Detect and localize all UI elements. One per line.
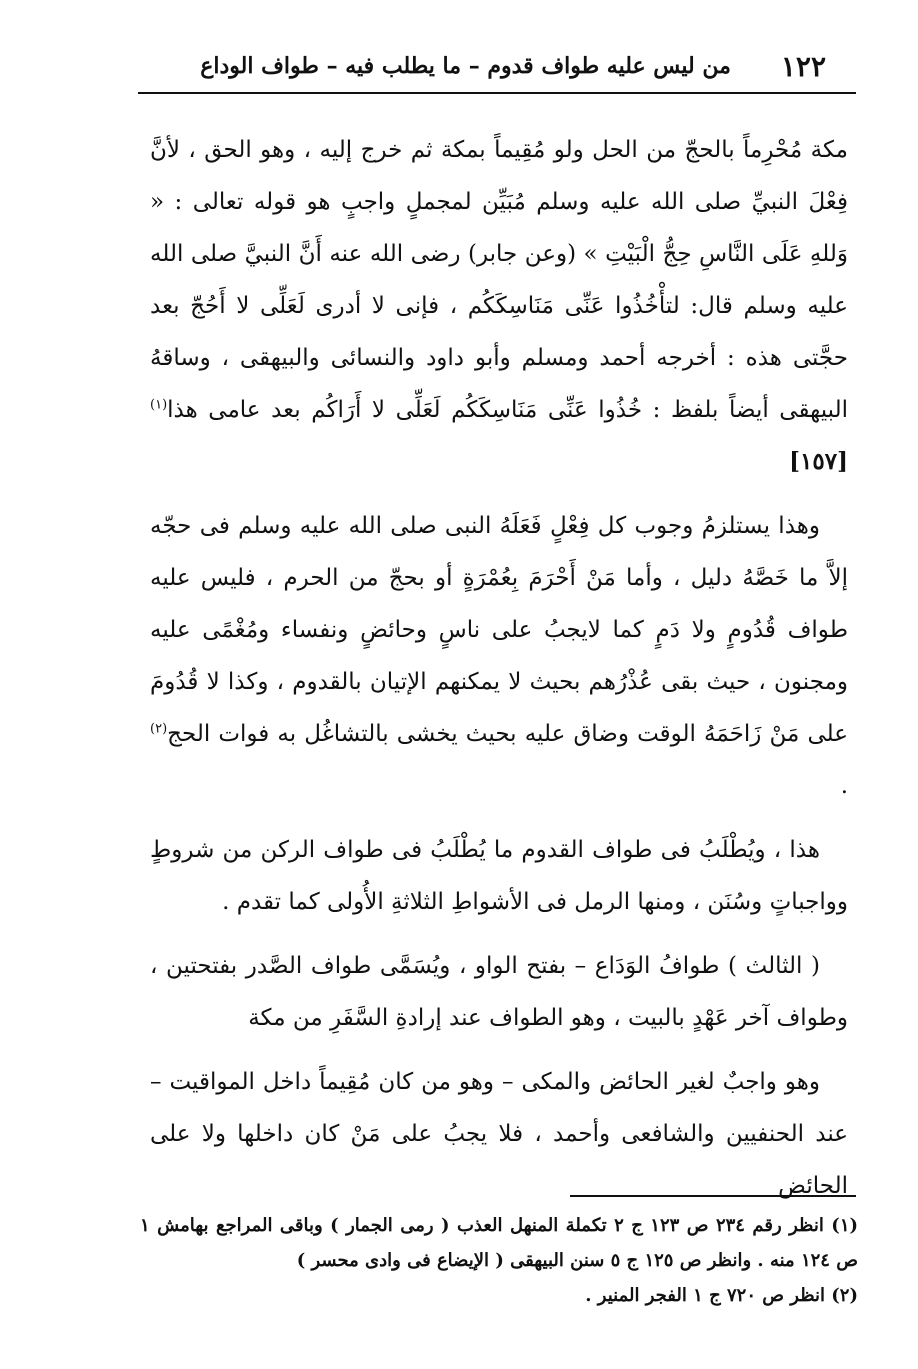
paragraph-5 bbox=[150, 1056, 848, 1212]
running-title: من ليس عليه طواف قدوم – ما يطلب فيه – طواف الوداع bbox=[200, 53, 731, 79]
hadith-reference-number: [١٥٧] bbox=[789, 448, 848, 475]
footnotes bbox=[140, 1208, 858, 1313]
footnote-mark-1: (١) bbox=[150, 397, 168, 413]
paragraph-4 bbox=[150, 940, 848, 1044]
paragraph-2: وهذا يستلزمُ وجوب كل فِعْلٍ فَعَلَهُ النبى صلى الله عليه وسلم فى حجّه إلاَّ ما خَصَّهُ دليل ، وأما مَنْ أَحْرَمَ بِعُمْرَةٍ أو بحجّ من الحرم ، فليس عليه طواف قُدُومٍ ولا دَمٍ كما لايجبُ على ناسٍ وحائضٍ ونفساء ومُغْمًى عليه ومجنون ، حيث بقى عُذْرُهم بحيث لا يمكنهم الإتيان بالقدوم ، وكذا لا قُدُومَ على مَنْ زَاحَمَهُ الوقت وضاق عليه بحيث يخشى بالتشاغُل به فوات الحج$^{(٢)}$ . bbox=[150, 513, 848, 799]
paragraph-3-text: هذا ، ويُطْلَبُ فى طواف القدوم ما يُطْلَبُ فى طواف الركن من شروطٍ وواجباتٍ وسُنَن ، ومنها الرمل فى الأشواطِ الثلاثةِ الأُولى كما تقدم . bbox=[150, 837, 848, 915]
page-number: ١٢٢ bbox=[780, 49, 826, 83]
paragraph-5-text: وهو واجبٌ لغير الحائض والمكى – وهو من كان مُقِيماً داخل المواقيت – عند الحنفيين والشافعى وأحمد ، فلا يجبُ على مَنْ كان داخلها ولا على الحائض bbox=[150, 1069, 848, 1199]
paragraph-1 bbox=[150, 124, 848, 488]
page-header bbox=[150, 42, 856, 90]
paragraph-1-text: مكة مُحْرِماً بالحجّ من الحل ولو مُقِيماً بمكة ثم خرج إليه ، وهو الحق ، لأنَّ فِعْلَ النبيِّ صلى الله عليه وسلم مُبَيِّن لمجملٍ واجبٍ هو قوله تعالى : « وَللهِ عَلَى النَّاسِ حِجُّ الْبَيْتِ » (وعن جابر) رضى الله عنه أَنَّ النبيَّ صلى الله عليه وسلم قال: لتأْخُذُوا عَنِّى مَنَاسِكَكُم ، فإنى لا أدرى لَعَلِّى لا أَحُجّ بعد حجَّتى هذه : أخرجه أحمد ومسلم وأبو داود والنسائى والبيهقى ، وساقهُ البيهقى أيضاً بلفظ : خُذُوا عَنِّى مَنَاسِكَكُم لَعَلِّى لا أَرَاكُم بعد عامى هذا bbox=[150, 137, 848, 423]
footnote-mark-2: (٢) bbox=[150, 721, 168, 737]
paragraph-3 bbox=[150, 824, 848, 928]
footnote-divider bbox=[570, 1195, 856, 1197]
paragraph-2-text: وهذا يستلزمُ وجوب كل فِعْلٍ فَعَلَهُ النبى صلى الله عليه وسلم فى حجّه إلاَّ ما خَصَّهُ دليل ، وأما مَنْ أَحْرَمَ بِعُمْرَةٍ أو بحجّ من الحرم ، فليس عليه طواف قُدُومٍ ولا دَمٍ كما لايجبُ على ناسٍ وحائضٍ ونفساء ومُغْمًى عليه ومجنون ، حيث بقى عُذْرُهم بحيث لا يمكنهم الإتيان بالقدوم ، وكذا لا قُدُومَ على مَنْ زَاحَمَهُ الوقت وضاق عليه بحيث يخشى بالتشاغُل به فوات الحج bbox=[150, 513, 848, 747]
footnote-2: (٢) انظر ص ٧٢٠ ج ١ الفجر المنير . bbox=[585, 1285, 858, 1306]
footnote-1: (١) انظر رقم ٢٣٤ ص ١٢٣ ج ٢ تكملة المنهل العذب ( رمى الجمار ) وباقى المراجع بهامش ١ ص ١٢٤ منه . وانظر ص ١٢٥ ج ٥ سنن البيهقى ( الإيضاع فى وادى محسر ) bbox=[140, 1215, 859, 1271]
paragraph-4-text: ( الثالث ) طوافُ الوَدَاع – بفتح الواو ، ويُسَمَّى طواف الصَّدر بفتحتين ، وطواف آخر عَهْدٍ بالبيت ، وهو الطواف عند إرادةِ السَّفَرِ من مكة bbox=[150, 953, 848, 1031]
main-text bbox=[150, 124, 848, 1224]
header-divider bbox=[138, 92, 856, 94]
